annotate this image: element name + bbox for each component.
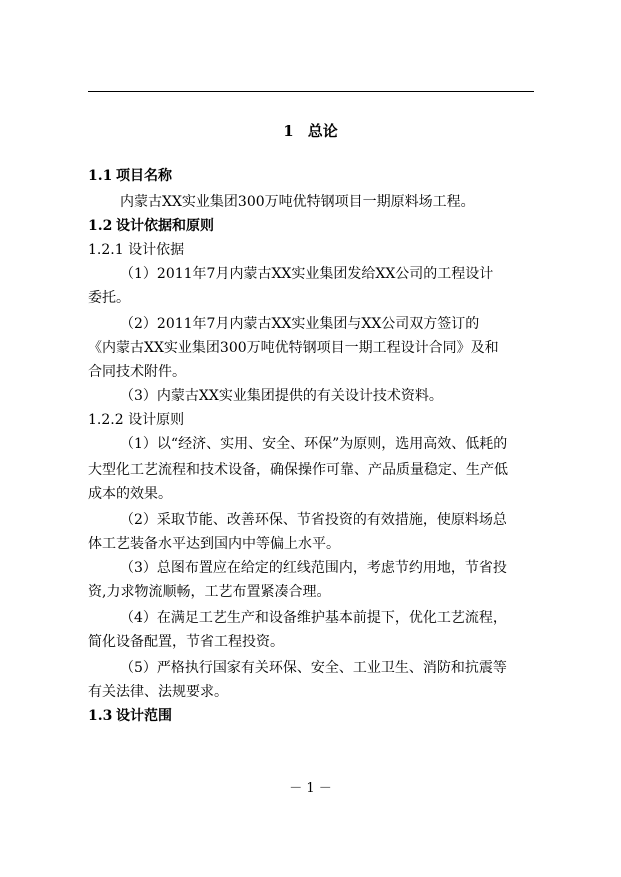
- page-number: － 1 －: [289, 781, 332, 796]
- header-rule: [88, 91, 534, 92]
- chapter-heading: [0, 122, 621, 140]
- section-title: 项目名称: [116, 168, 172, 184]
- subsection-1-2-1-heading: 1.2.1 设计依据: [88, 242, 185, 258]
- subsection-1-2-2-heading: 1.2.2 设计原则: [88, 412, 185, 428]
- principle-3-line-1: （3）总图布置应在给定的红线范围内，考虑节约用地，节省投: [120, 560, 507, 576]
- basis-3-line-1: （3）内蒙古XX实业集团提供的有关设计技术资料。: [120, 388, 443, 404]
- section-title: 设计依据和原则: [116, 218, 214, 234]
- principle-3-line-2: 资,力求物流顺畅，工艺布置紧凑合理。: [88, 584, 331, 600]
- chapter-number: 1: [283, 122, 294, 140]
- principle-5-line-2: 有关法律、法规要求。: [88, 684, 228, 700]
- section-1-1-heading: [88, 168, 172, 184]
- section-1-2-heading: [88, 218, 214, 234]
- principle-4-line-1: （4）在满足工艺生产和设备维护基本前提下，优化工艺流程，: [120, 610, 507, 626]
- principle-1-line-2: 大型化工艺流程和技术设备，确保操作可靠、产品质量稳定、生产低: [88, 462, 508, 478]
- section-1-3-heading: [88, 708, 172, 724]
- principle-1-line-1: （1）以“经济、实用、安全、环保”为原则，选用高效、低耗的: [120, 436, 508, 452]
- basis-2-line-2: 《内蒙古XX实业集团300万吨优特钢项目一期工程设计合同》及和: [88, 340, 499, 356]
- section-title: 设计范围: [116, 708, 172, 724]
- basis-2-line-1: （2）2011年7月内蒙古XX实业集团与XX公司双方签订的: [120, 316, 480, 332]
- principle-4-line-2: 简化设备配置，节省工程投资。: [88, 634, 284, 650]
- section-number: 1.2: [88, 218, 113, 234]
- project-name-text: 内蒙古XX实业集团300万吨优特钢项目一期原料场工程。: [120, 194, 475, 210]
- section-number: 1.1: [88, 168, 113, 184]
- section-number: 1.3: [88, 708, 113, 724]
- principle-5-line-1: （5）严格执行国家有关环保、安全、工业卫生、消防和抗震等: [120, 660, 507, 676]
- principle-2-line-1: （2）采取节能、改善环保、节省投资的有效措施，使原料场总: [120, 512, 507, 528]
- basis-1-line-2: 委托。: [88, 290, 130, 306]
- basis-1-line-1: （1）2011年7月内蒙古XX实业集团发给XX公司的工程设计: [120, 266, 494, 282]
- principle-2-line-2: 体工艺装备水平达到国内中等偏上水平。: [88, 536, 340, 552]
- basis-2-line-3: 合同技术附件。: [88, 364, 186, 380]
- principle-1-line-3: 成本的效果。: [88, 486, 172, 502]
- chapter-title: 总论: [307, 122, 338, 140]
